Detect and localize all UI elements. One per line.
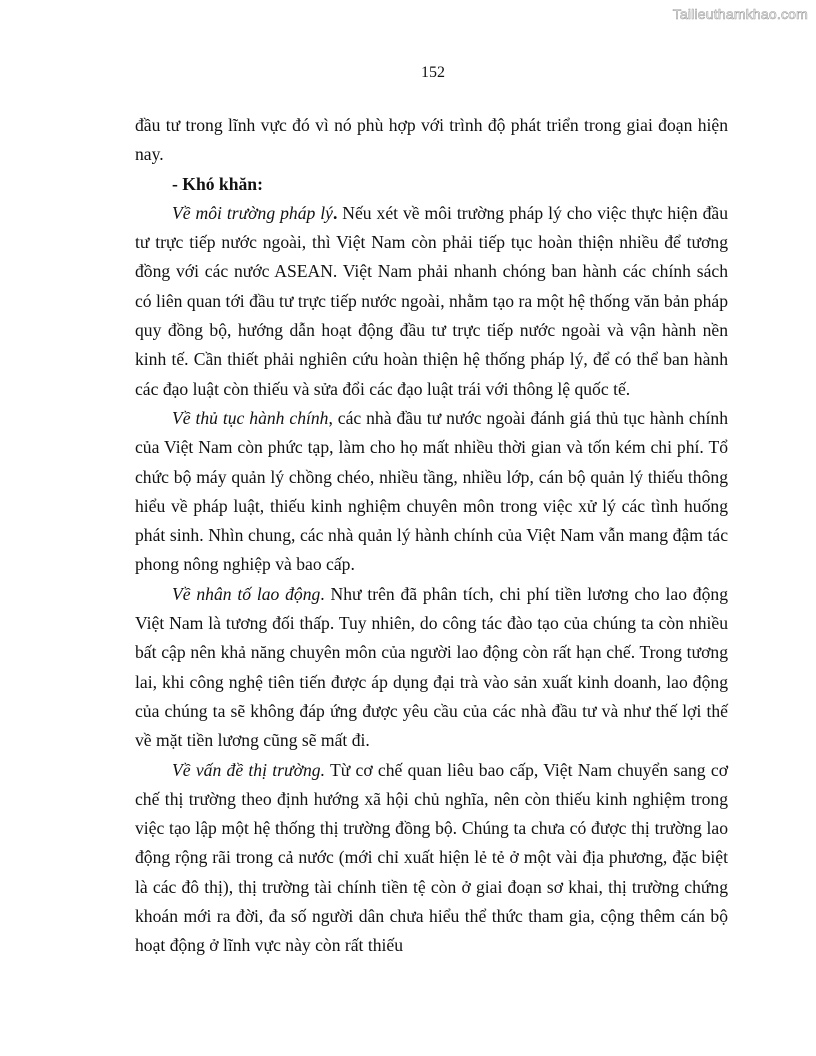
- paragraph-text-admin: , các nhà đầu tư nước ngoài đánh giá thủ tục hành chính của Việt Nam còn phức tạp, làm cho họ mất nhiều thời gian và tốn kém chi phí. Tổ chức bộ máy quản lý chồng chéo, nhiều tầng, nhiều lớp, cán bộ quản lý thiếu thông hiểu về pháp luật, thiếu kinh nghiệm chuyên môn trong việc xử lý các tình huống phát sinh. Nhìn chung, các nhà quản lý hành chính của Việt Nam vẫn mang đậm tác phong nông nghiệp và bao cấp.: [135, 407, 728, 575]
- paragraph-lead-market: Về vấn đề thị trường.: [172, 759, 325, 780]
- paragraph-market: [135, 756, 728, 961]
- paragraph-lead-labor: Về nhân tố lao động: [172, 583, 321, 604]
- document-body: [135, 111, 728, 961]
- section-heading: - Khó khăn:: [172, 173, 263, 194]
- paragraph-labor: [135, 580, 728, 756]
- paragraph-administrative: [135, 404, 728, 580]
- paragraph-lead-admin: Về thủ tục hành chính: [172, 407, 329, 428]
- paragraph-text-market: Từ cơ chế quan liêu bao cấp, Việt Nam chuyển sang cơ chế thị trường theo định hướng xã hội chủ nghĩa, nên còn thiếu kinh nghiệm trong việc tạo lập một hệ thống thị trường đồng bộ. Chúng ta chưa có được thị trường lao động rộng rãi trong cả nước (mới chỉ xuất hiện lẻ tẻ ở một vài địa phương, đặc biệt là các đô thị), thị trường tài chính tiền tệ còn ở giai đoạn sơ khai, thị trường chứng khoán mới ra đời, đa số người dân chưa hiểu thể thức tham gia, cộng thêm cán bộ hoạt động ở lĩnh vực này còn rất thiếu: [135, 759, 728, 956]
- paragraph-text-legal: Nếu xét về môi trường pháp lý cho việc thực hiện đầu tư trực tiếp nước ngoài, thì Việt Nam còn phải tiếp tục hoàn thiện nhiều để tương đồng với các nước ASEAN. Việt Nam phải nhanh chóng ban hành các chính sách có liên quan tới đầu tư trực tiếp nước ngoài, nhằm tạo ra một hệ thống văn bản pháp quy đồng bộ, hướng dẫn hoạt động đầu tư trực tiếp nước ngoài và vận hành nền kinh tế. Cần thiết phải nghiên cứu hoàn thiện hệ thống pháp lý, để có thể ban hành các đạo luật còn thiếu và sửa đổi các đạo luật trái với thông lệ quốc tế.: [135, 202, 728, 399]
- page-number: 152: [421, 64, 445, 81]
- paragraph-text-labor: . Như trên đã phân tích, chi phí tiền lương cho lao động Việt Nam là tương đối thấp. Tuy nhiên, do công tác đào tạo của chúng ta còn nhiều bất cập nên khả năng chuyên môn của người lao động còn rất hạn chế. Trong tương lai, khi công nghệ tiên tiến được áp dụng đại trà vào sản xuất kinh doanh, lao động của chúng ta sẽ không đáp ứng được yêu cầu của các nhà đầu tư và như thế lợi thế về mặt tiền lương cũng sẽ mất đi.: [135, 583, 728, 751]
- paragraph-lead-legal: Về môi trường pháp lý: [172, 202, 333, 223]
- paragraph-continuation: đầu tư trong lĩnh vực đó vì nó phù hợp với trình độ phát triển trong giai đoạn hiện nay.: [135, 115, 728, 165]
- watermark: Tailieuthamkhao.com: [672, 6, 808, 22]
- paragraph-legal-environment: [135, 199, 728, 404]
- lead-period: .: [332, 202, 338, 223]
